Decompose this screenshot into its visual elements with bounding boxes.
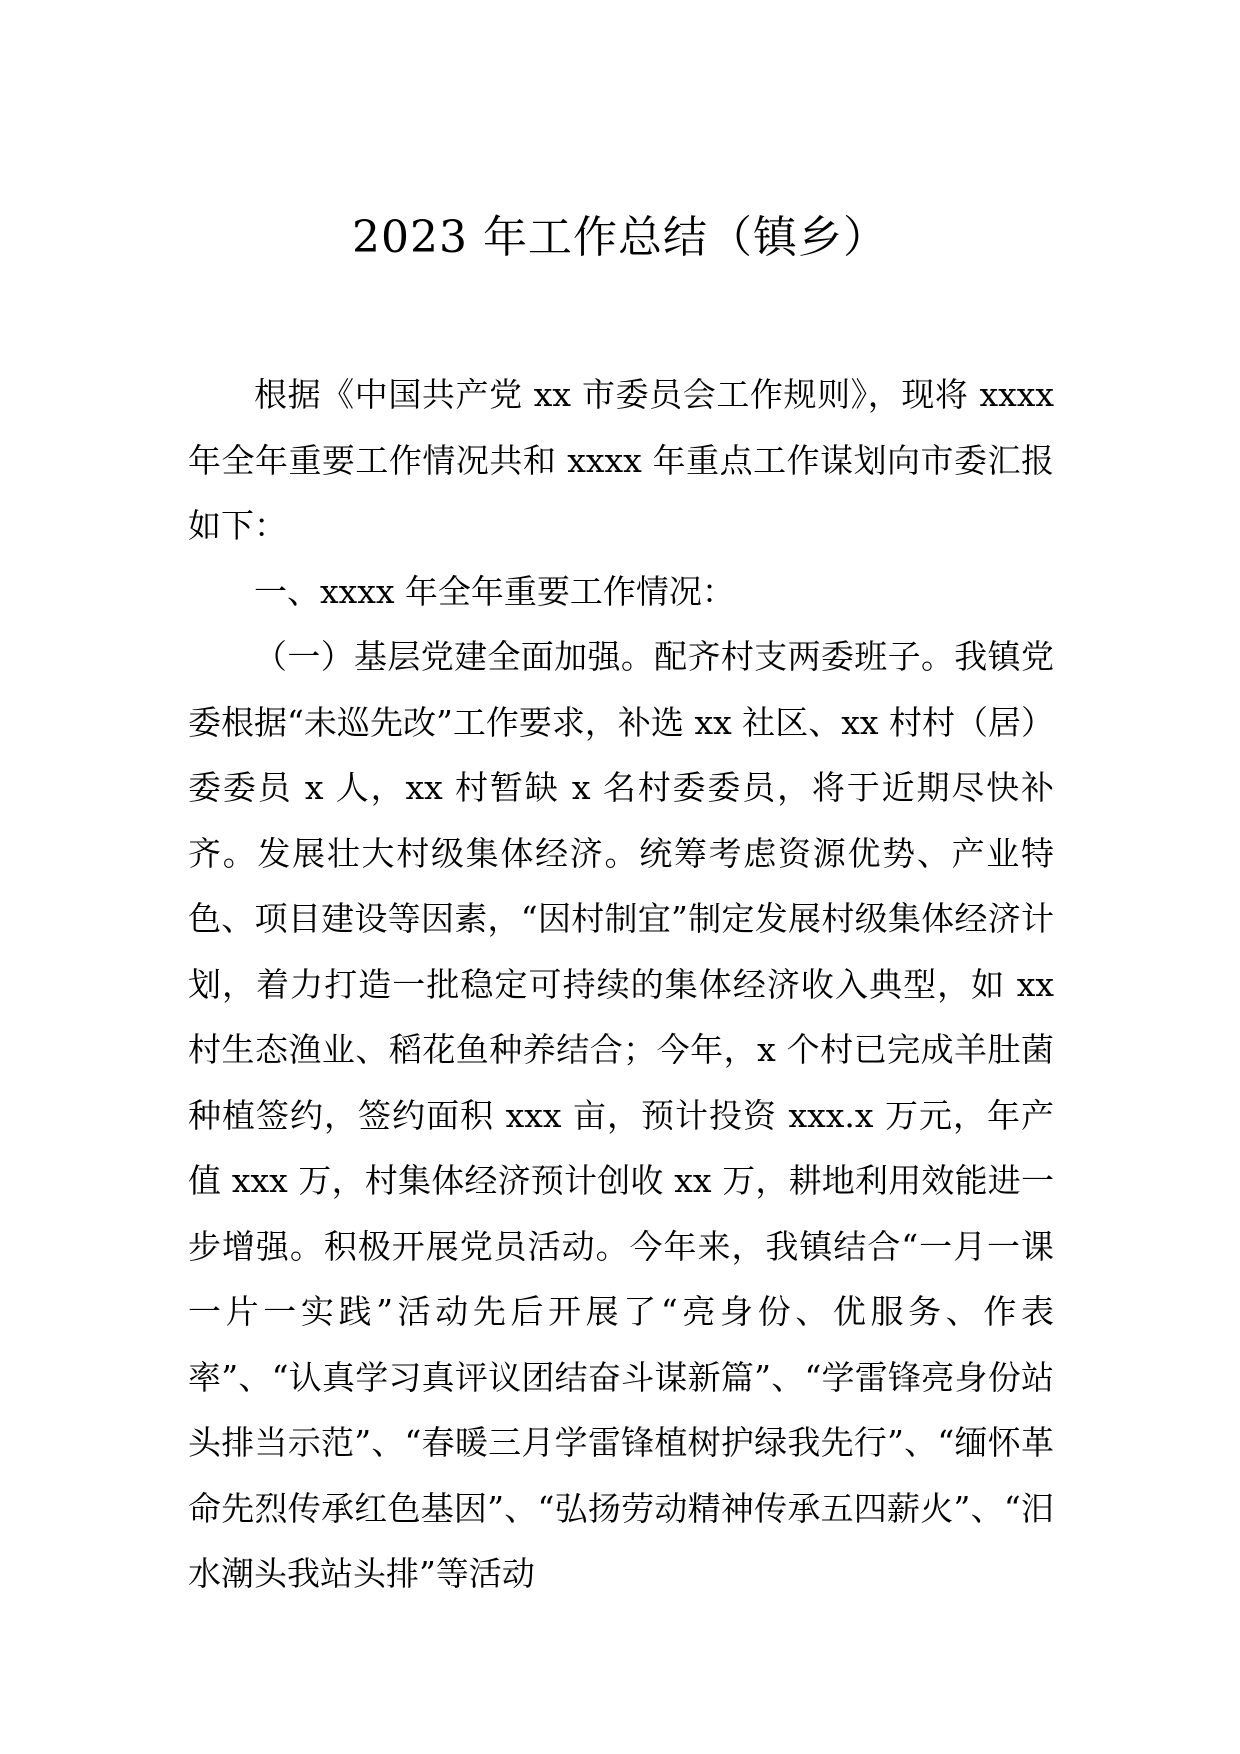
section-heading-1: 一、xxxx 年全年重要工作情况： [254,571,735,611]
subsection-paragraph-1: （一）基层党建全面加强。配齐村支两委班子。我镇党委根据“未巡先改”工作要求，补选 xx 社区、xx 村村（居）委委员 x 人，xx 村暂缺 x 名村委委员，将于近期尽快补齐。发展壮大村级集体经济。统筹考虑资源优势、产业特色、项目建设等因素，“因村制宜”制定发展村级集体经济计划，着力打造一批稳定可持续的集体经济收入典型，如 xx 村生态渔业、稻花鱼种养结合；今年，x 个村已完成羊肚菌种植签约，签约面积 xxx 亩，预计投资 xxx.x 万元，年产值 xxx 万，村集体经济预计创收 xx 万，耕地利用效能进一步增强。积极开展党员活动。今年来，我镇结合“一月一课一片一实践”活动先后开展了“亮身份、优服务、作表率”、“认真学习真评议团结奋斗谋新篇”、“学雷锋亮身份站头排当示范”、“春暖三月学雷锋植树护绿我先行”、“缅怀革命先烈传承红色基因”、“弘扬劳动精神传承五四薪火”、“汨水潮头我站头排”等活动 [188,637,1054,1593]
intro-paragraph: 根据《中国共产党 xx 市委员会工作规则》，现将 xxxx 年全年重要工作情况共和 xxxx 年重点工作谋划向市委汇报如下： [188,375,1054,545]
document-title: 2023 年工作总结（镇乡） [352,212,888,263]
document-body [188,362,1054,1607]
